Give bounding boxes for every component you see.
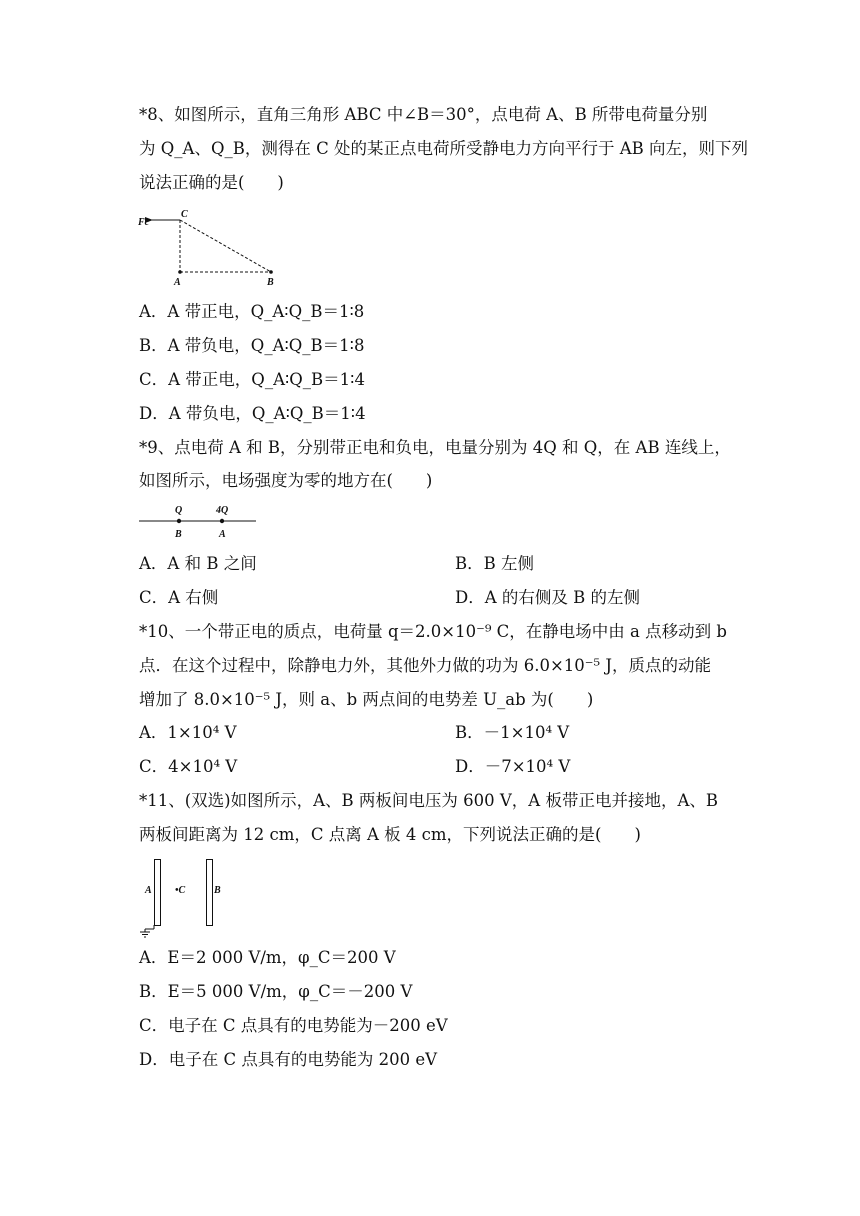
q10-text-line-2: 点．在这个过程中，除静电力外，其他外力做的功为 6.0×10⁻⁵ J，质点的动能: [139, 656, 711, 675]
q9-option-d: D．A 的右侧及 B 的左侧: [455, 588, 641, 607]
label-a: A: [174, 277, 181, 288]
label-a: A: [219, 529, 226, 540]
q8-text-line-1: *8、如图所示，直角三角形 ABC 中∠B＝30°，点电荷 A、B 所带电荷量分别: [139, 105, 708, 124]
label-a: A: [145, 885, 152, 896]
label-fc: Fc: [138, 217, 150, 228]
q10-option-a: A．1×10⁴ V: [139, 723, 237, 742]
q11-text-line-1: *11、(双选)如图所示，A、B 两板间电压为 600 V，A 板带正电并接地，A、B: [139, 791, 719, 810]
q10-option-d: D．－7×10⁴ V: [455, 757, 571, 776]
q11-option-c: C．电子在 C 点具有的电势能为－200 eV: [139, 1016, 448, 1035]
q8-triangle-figure: [134, 206, 284, 290]
plate-a: [155, 860, 161, 926]
label-c: •C: [175, 885, 186, 896]
label-b: B: [175, 529, 182, 540]
label-b: B: [267, 277, 274, 288]
label-4q: 4Q: [216, 505, 229, 516]
q11-plates-figure: [139, 856, 239, 940]
q10-text-line-1: *10、一个带正电的质点，电荷量 q＝2.0×10⁻⁹ C，在静电场中由 a 点移动到 b: [139, 622, 727, 641]
label-q: Q: [175, 505, 183, 516]
q9-text-line-1: *9、点电荷 A 和 B，分别带正电和负电，电量分别为 4Q 和 Q，在 AB 连线上，: [139, 438, 731, 457]
q10-option-c: C．4×10⁴ V: [139, 757, 238, 776]
q11-text-line-2: 两板间距离为 12 cm，C 点离 A 板 4 cm，下列说法正确的是( ): [139, 825, 641, 844]
plate-b: [207, 860, 213, 926]
q9-option-b: B．B 左侧: [455, 554, 534, 573]
q8-option-b: B．A 带负电，Q_A∶Q_B＝1∶8: [139, 336, 365, 355]
q9-option-c: C．A 右侧: [139, 588, 219, 607]
q8-option-d: D．A 带负电，Q_A∶Q_B＝1∶4: [139, 404, 366, 423]
q11-option-b: B．E＝5 000 V/m，φ_C＝－200 V: [139, 982, 413, 1001]
point-b: [177, 519, 181, 523]
q8-text-line-2: 为 Q_A、Q_B，测得在 C 处的某正点电荷所受静电力方向平行于 AB 向左，则下列: [139, 139, 748, 158]
q8-text-line-3: 说法正确的是( ): [139, 173, 284, 192]
q9-option-a: A．A 和 B 之间: [139, 554, 257, 573]
label-c: C: [181, 209, 188, 220]
q10-text-line-3: 增加了 8.0×10⁻⁵ J，则 a、b 两点间的电势差 U_ab 为( ): [139, 690, 594, 709]
q9-text-line-2: 如图所示，电场强度为零的地方在( ): [139, 471, 433, 490]
q11-option-a: A．E＝2 000 V/m，φ_C＝200 V: [139, 948, 396, 967]
q11-option-d: D．电子在 C 点具有的电势能为 200 eV: [139, 1050, 438, 1069]
label-b: B: [214, 885, 221, 896]
q10-option-b: B．－1×10⁴ V: [455, 723, 570, 742]
q8-option-a: A．A 带正电，Q_A∶Q_B＝1∶8: [139, 302, 365, 321]
point-a: [220, 519, 224, 523]
point-a: [178, 270, 182, 274]
point-b: [269, 270, 273, 274]
side-cb: [180, 220, 271, 272]
q9-line-figure: [139, 500, 261, 542]
q8-option-c: C．A 带正电，Q_A∶Q_B＝1∶4: [139, 370, 365, 389]
